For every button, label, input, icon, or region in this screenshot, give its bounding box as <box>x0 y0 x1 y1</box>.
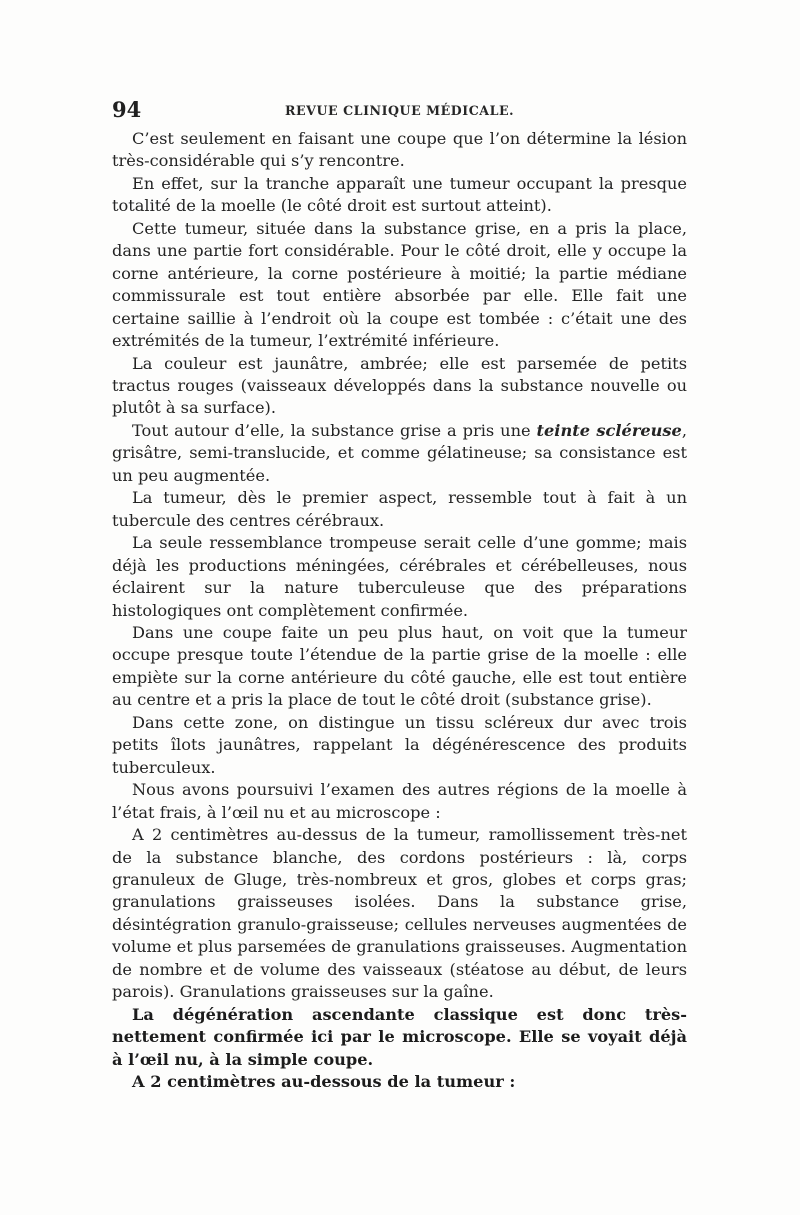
running-head: REVUE CLINIQUE MÉDICALE. <box>285 103 515 118</box>
italic-term: teinte scléreuse <box>536 420 682 440</box>
paragraph: Cette tumeur, située dans la substance grise, en a pris la place, dans une partie fort considérable. Pour le côté droit, elle y occupe la corne antérieure, la corne postérieure à moitié; la partie médiane commissurale est tout entière absorbée par elle. Elle fait une certaine saillie à l’endroit où la coupe est tombée : c’était une des extrémités de la tumeur, l’extrémité inférieure. <box>112 218 687 351</box>
paragraph: La dégénération ascendante classique est donc très-nettement confirmée ici par le microscope. Elle se voyait déjà à l’œil nu, à la simple coupe. <box>112 1004 687 1069</box>
paragraph: Dans une coupe faite un peu plus haut, on voit que la tumeur occupe presque toute l’étendue de la partie grise de la moelle : elle empiète sur la corne antérieure du côté gauche, elle est tout entière au centre et a pris la place de tout le côté droit (substance grise). <box>112 622 687 710</box>
paragraph: A 2 centimètres au-dessous de la tumeur : <box>132 1072 516 1092</box>
body-text <box>112 128 687 1093</box>
paragraph: Nous avons poursuivi l’examen des autres régions de la moelle à l’état frais, à l’œil nu et au microscope : <box>112 780 687 822</box>
paragraph: La couleur est jaunâtre, ambrée; elle est parsemée de petits tractus rouges (vaisseaux développés dans la substance nouvelle ou plutôt à sa surface). <box>112 353 687 418</box>
paragraph: La tumeur, dès le premier aspect, ressemble tout à fait à un tubercule des centres cérébraux. <box>112 488 687 530</box>
paragraph: C’est seulement en faisant une coupe que l’on détermine la lésion très-considérable qui s’y rencontre. <box>112 129 687 171</box>
paragraph: A 2 centimètres au-dessus de la tumeur, ramollissement très-net de la substance blanche, des cordons postérieurs : là, corps granuleux de Gluge, très-nombreux et gros, globes et corps gras; granulations graisseuses isolées. Dans la substance grise, désintégration granulo-graisseuse; cellules nerveuses augmentées de volume et plus parsemées de granulations graisseuses. Augmentation de nombre et de volume des vaisseaux (stéatose au début, de leurs parois). Granulations graisseuses sur la gaîne. <box>112 825 687 1002</box>
paragraph: Dans cette zone, on distingue un tissu scléreux dur avec trois petits îlots jaunâtres, rappelant la dégénérescence des produits tuberculeux. <box>112 712 687 777</box>
paragraph-text: Tout autour d’elle, la substance grise a pris une <box>132 420 537 440</box>
page-number: 94 <box>112 97 142 122</box>
page-header <box>112 97 687 123</box>
paragraph: En effet, sur la tranche apparaît une tumeur occupant la presque totalité de la moelle (le côté droit est surtout atteint). <box>112 173 687 216</box>
paragraph: La seule ressemblance trompeuse serait celle d’une gomme; mais déjà les productions méningées, cérébrales et cérébelleuses, nous éclairent sur la nature tuberculeuse que des préparations histologiques ont complètement confirmée. <box>112 533 687 620</box>
paragraph-text: , grisâtre, semi-translucide, et comme gélatineuse; sa consistance est un peu augmentée. <box>112 420 687 485</box>
paragraph-with-italic <box>112 420 687 487</box>
